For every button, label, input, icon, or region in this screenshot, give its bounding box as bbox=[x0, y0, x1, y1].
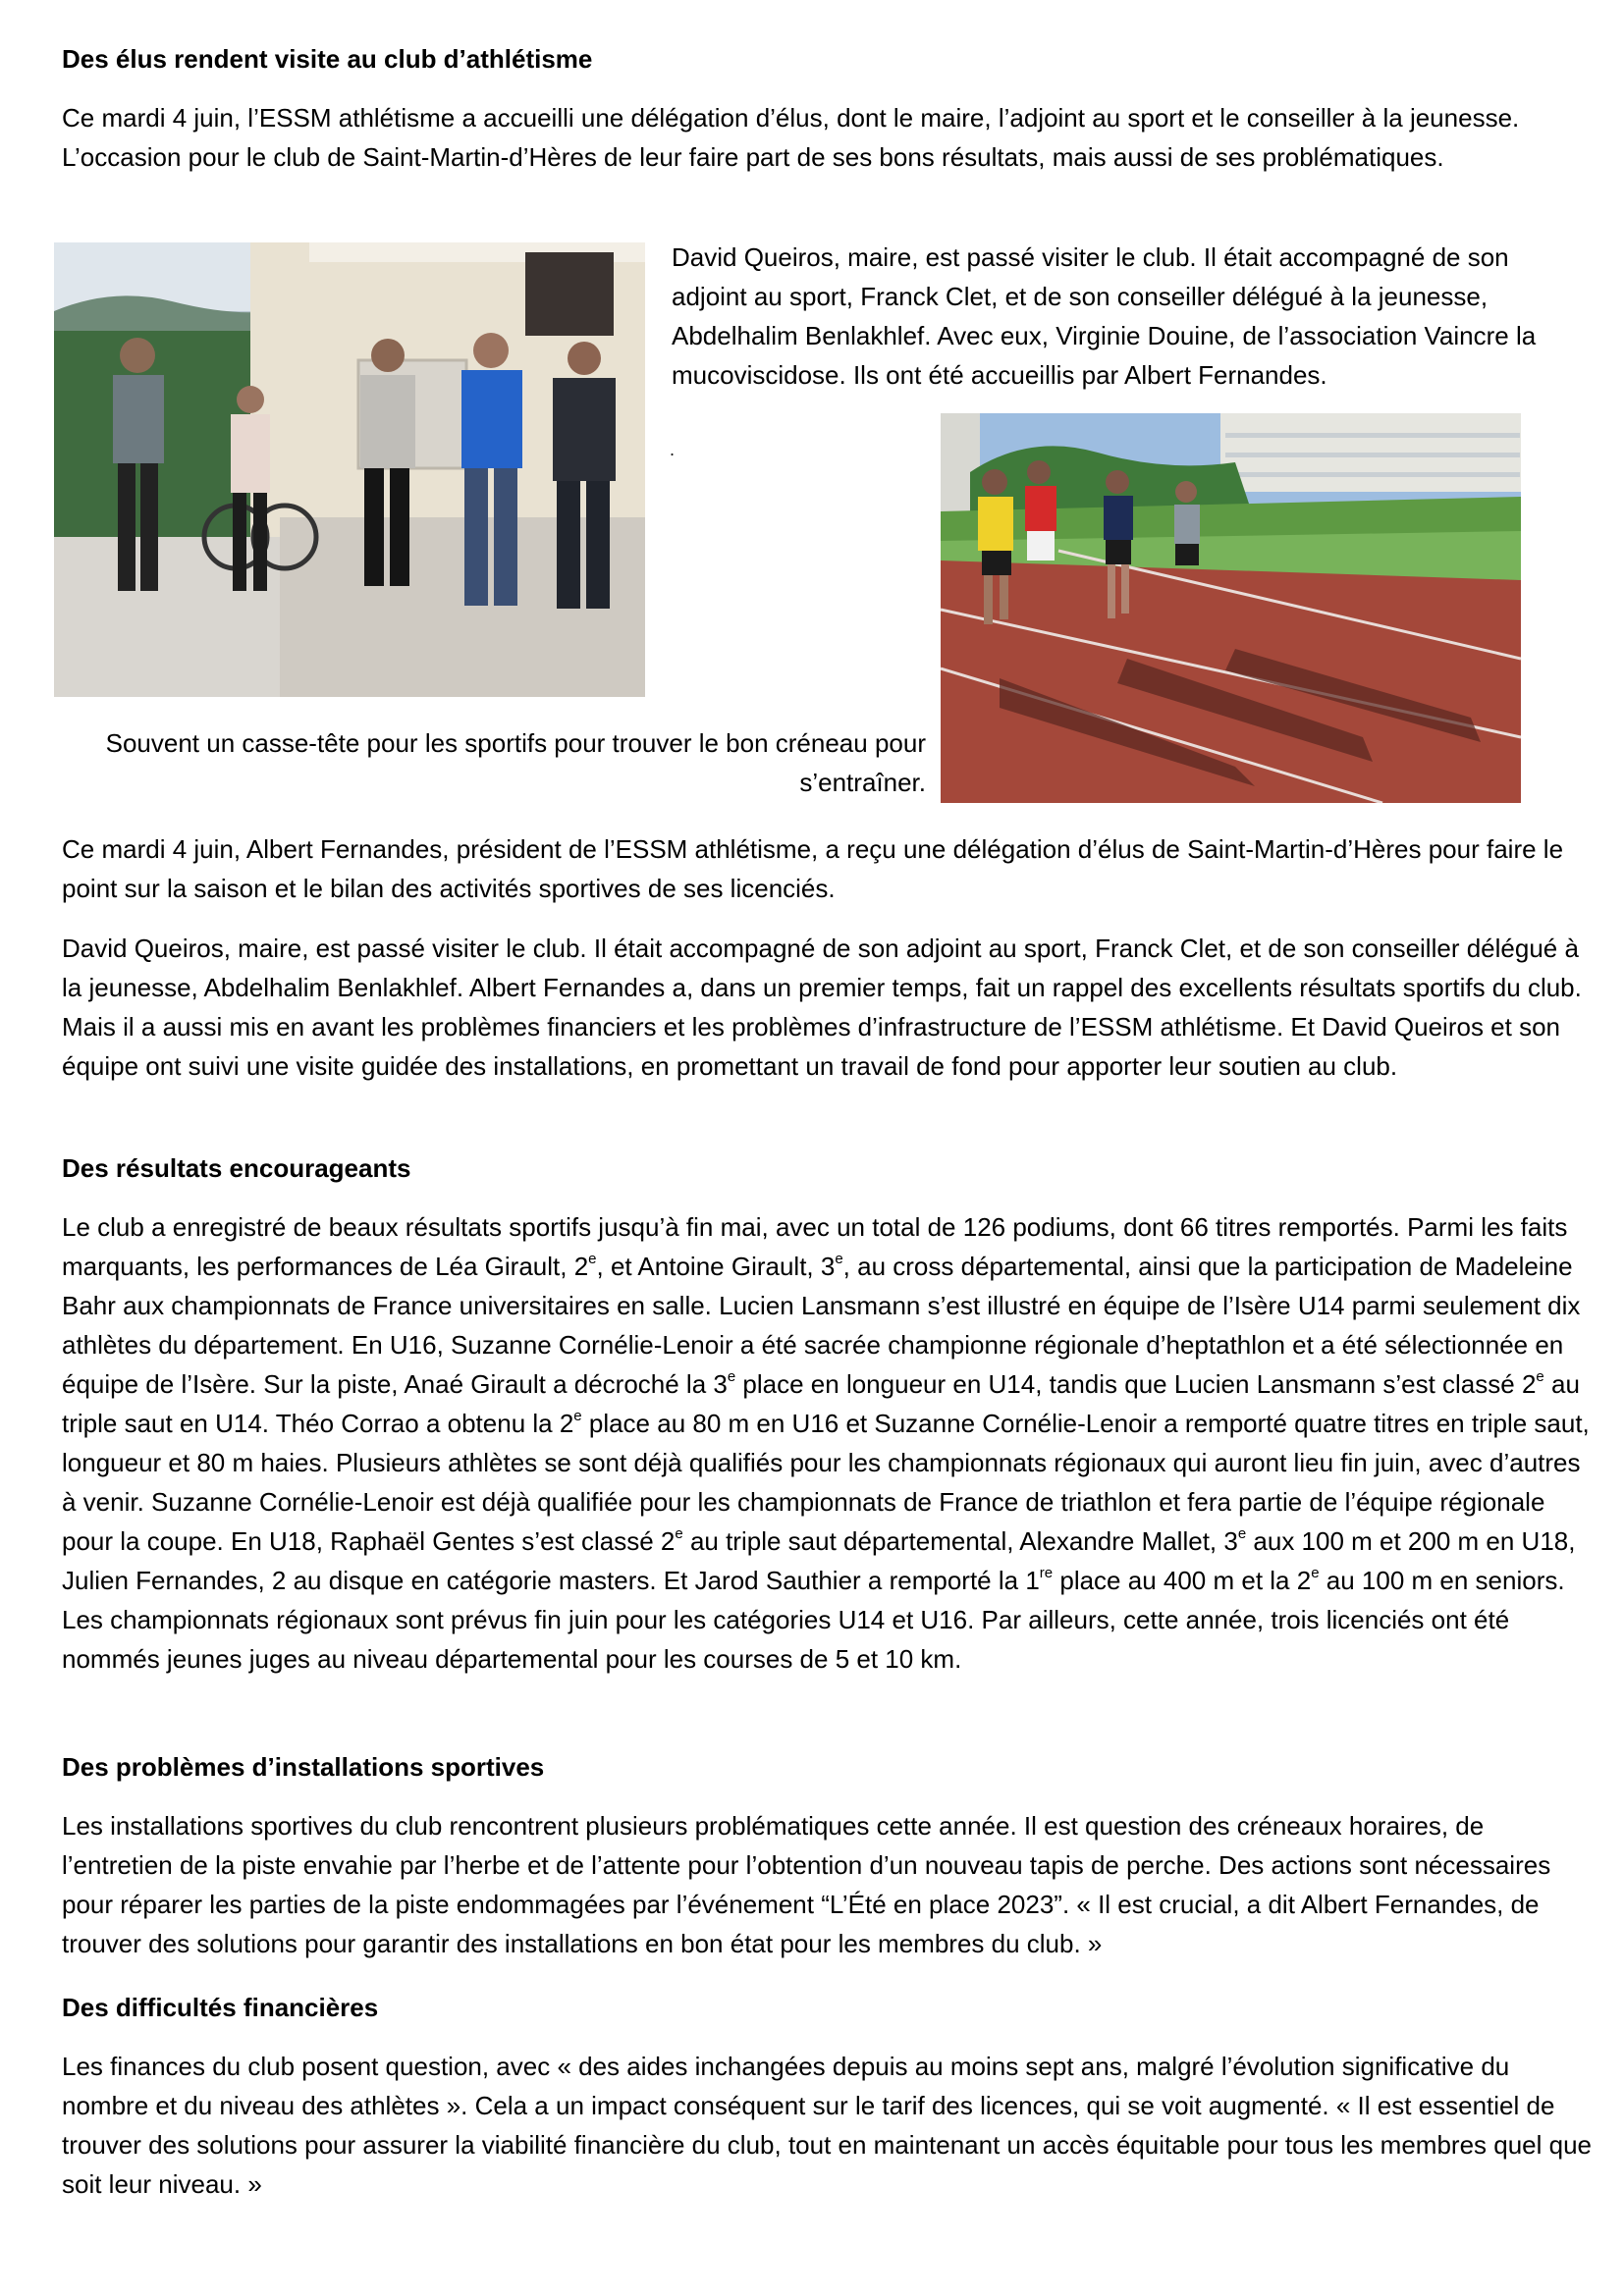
results-text: place au 400 m et la 2 bbox=[1053, 1566, 1312, 1595]
results-text: place au 80 m en U16 et Suzanne Cornélie-Lenoir a remporté quatre titres en triple saut, longueur et 80 m haies. Plusieurs athlètes se sont déjà qualifiés pour les championnats régionaux qui auront lieu fin juin, avec d’autres à venir. Suzanne Cornélie-Lenoir est déjà qualifiée pour les championnats de France de triathlon et fera partie de l’équipe régionale pour la coupe. En U18, Raphaël Gentes s’est classé 2 bbox=[62, 1409, 1590, 1556]
installations-paragraph: Les installations sportives du club rencontrent plusieurs problématiques cette année. Il est question des créneaux horaires, de l’entretien de la piste envahie par l’herbe et de l’attente pour l’obtention d’un nouveau tapis de perche. Des actions sont nécessaires pour réparer les parties de la piste endommagées par l’événement “L’Été en place 2023”. « Il est crucial, a dit Albert Fernandes, de trouver des solutions pour garantir des installations en bon état pour les membres du club. » bbox=[62, 1811, 1551, 1958]
heading-finances: Des difficultés financières bbox=[62, 1993, 379, 2022]
lead-paragraph: Ce mardi 4 juin, l’ESSM athlétisme a accueilli une délégation d’élus, dont le maire, l’adjoint au sport et le conseiller à la jeunesse. L’occasion pour le club de Saint-Martin-d’Hères de leur faire part de ses bons résultats, mais aussi de ses problématiques. bbox=[62, 103, 1520, 172]
paragraph-2: David Queiros, maire, est passé visiter le club. Il était accompagné de son adjoint au sport, Franck Clet, et de son conseiller délégué à la jeunesse, Abdelhalim Benlakhlef. Albert Fernandes a, dans un premier temps, fait un rappel des excellents résultats sportifs du club. Mais il a aussi mis en avant les problèmes financiers et les problèmes d’infrastructure de l’ESSM athlétisme. Et David Queiros et son équipe ont suivi une visite guidée des installations, en promettant un travail de fond pour apporter leur soutien au club. bbox=[62, 934, 1582, 1081]
finances-paragraph: Les finances du club posent question, avec « des aides inchangées depuis au moins sept ans, malgré l’évolution significative du nombre et du niveau des athlètes ». Cela a un impact conséquent sur le tarif des licences, qui se voit augmenté. « Il est essentiel de trouver des solutions pour assurer la viabilité financière du club, tout en maintenant un accès équitable pour tous les membres quel que soit leur niveau. » bbox=[62, 2052, 1593, 2199]
superscript: e bbox=[573, 1408, 582, 1425]
superscript: e bbox=[1237, 1525, 1247, 1543]
results-text: aux 100 m et 200 m en U18, Julien Fernandes, 2 au disque en catégorie masters. Et Jarod Sauthier a remporté la 1 bbox=[62, 1526, 1576, 1595]
runners-photo-image bbox=[941, 413, 1521, 803]
superscript: e bbox=[588, 1251, 597, 1268]
stray-mark: . bbox=[670, 440, 676, 459]
superscript: e bbox=[727, 1368, 736, 1386]
heading-results: Des résultats encourageants bbox=[62, 1153, 411, 1183]
results-text: Le club a enregistré de beaux résultats sportifs jusqu’à fin mai, avec un total de 126 podiums, dont 66 titres remportés. Parmi les faits marquants, les performances de Léa Girault, 2 bbox=[62, 1212, 1568, 1281]
results-text: , et Antoine Girault, 3 bbox=[596, 1252, 836, 1281]
runners-photo bbox=[941, 413, 1521, 803]
results-text: place en longueur en U14, tandis que Lucien Lansmann s’est classé 2 bbox=[735, 1369, 1537, 1399]
results-text: au triple saut départemental, Alexandre Mallet, 3 bbox=[682, 1526, 1238, 1556]
paragraph-1: Ce mardi 4 juin, Albert Fernandes, président de l’ESSM athlétisme, a reçu une délégation d’élus de Saint-Martin-d’Hères pour faire le point sur la saison et le bilan des activités sportives de ses licenciés. bbox=[62, 834, 1564, 903]
heading-installations: Des problèmes d’installations sportives bbox=[62, 1752, 545, 1782]
results-text: au 100 m en seniors. Les championnats régionaux sont prévus fin juin pour les catégories U14 et U16. Par ailleurs, cette année, trois licenciés ont été nommés jeunes juges au niveau départemental pour les courses de 5 et 10 km. bbox=[62, 1566, 1565, 1674]
results-text: , au cross départemental, ainsi que la participation de Madeleine Bahr aux championnats de France universitaires en salle. Lucien Lansmann s’est illustré en équipe de l’Isère U14 parmi seulement dix athlètes du département. En U16, Suzanne Cornélie-Lenoir a été sacrée championne régionale d’heptathlon et a été sélectionnée en équipe de l’Isère. Sur la piste, Anaé Girault a décroché la 3 bbox=[62, 1252, 1581, 1399]
superscript: e bbox=[1311, 1565, 1320, 1582]
group-photo bbox=[54, 242, 645, 697]
group-photo-image bbox=[54, 242, 645, 697]
superscript: e bbox=[1536, 1368, 1544, 1386]
superscript: re bbox=[1039, 1565, 1054, 1582]
results-paragraph bbox=[62, 1207, 1598, 1679]
superscript: e bbox=[675, 1525, 683, 1543]
photo-description: David Queiros, maire, est passé visiter le club. Il était accompagné de son adjoint au sport, Franck Clet, et de son conseiller délégué à la jeunesse, Abdelhalim Benlakhlef. Avec eux, Virginie Douine, de l’association Vaincre la mucoviscidose. Ils ont été accueillis par Albert Fernandes. bbox=[672, 242, 1537, 390]
superscript: e bbox=[835, 1251, 843, 1268]
photo-caption: Souvent un casse-tête pour les sportifs pour trouver le bon créneau pour s’entraîner. bbox=[105, 728, 926, 797]
article-title: Des élus rendent visite au club d’athlétisme bbox=[62, 44, 593, 74]
results-text: au triple saut en U14. Théo Corrao a obtenu la 2 bbox=[62, 1369, 1580, 1438]
